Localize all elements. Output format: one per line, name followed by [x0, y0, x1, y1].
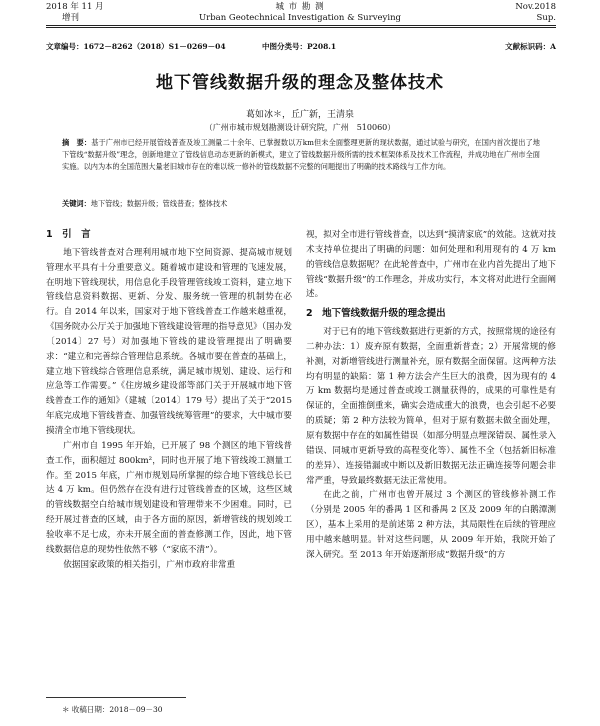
section-1-paragraph-3: 依据国家政策的相关指引，广州市政府非常重 [63, 559, 236, 570]
abstract-text: 基于广州市已经开展管线普查及竣工测量二十余年、已掌握数以万km但未全面整理更新的现状数据，通过试验与研究，在国内首次提出了地下管线“数据升级”理念，创新地建立了管线信息动态更新的新模式，建立了管线数据升级所需的技术框架体系及技术工作流程，并成功地在广州市全面实施。以内为本的全国范围大量老旧城市存在的难以统一修补的管线数据不完整的问题提出了明确的技术路线与工作方向。 [62, 138, 540, 172]
section-1-paragraph-2: 广州市自 1995 年开始，已开展了 98 个测区的地下管线普查工作，面积超过 800km²，同时也开展了地下管线竣工测量工作。至 2015 年底，广州市规划局所掌握的综合地下管线总长已达 4 万 km。但仍然存在没有进行过管线普查的区域，这些区域的管线数据空白给城市规划建设和管理带来不少困难。同时，已经开展过普查的区域，由于各方面的原因，新增管线的规划竣工验收率不足七成，亦未开展全面的普查修测工作，因此，地下管线数据信息的现势性依然不够（“家底不清”）。 [46, 440, 292, 555]
header-journal-en: Urban Geotechnical Investigation & Surveying [199, 13, 401, 23]
document-code: 文献标识码：A [505, 42, 556, 51]
header-rule-2 [46, 27, 556, 28]
footnote-received-date: ＊ 收稿日期：2018－09－30 [62, 705, 163, 714]
article-number: 文章编号：1672－8262（2018）S1－0269－04 [46, 42, 226, 51]
section-2-heading: 2 地下管线数据升级的理念提出 [306, 308, 446, 320]
footnote-rule [46, 697, 186, 698]
clc-number: 中图分类号：P208.1 [262, 42, 337, 51]
header-rule [46, 25, 556, 26]
header-date-en: Nov.2018 [515, 2, 556, 12]
header-journal-cn: 城 市 勘 测 [275, 2, 325, 12]
abstract [62, 137, 540, 174]
paper-title: 地下管线数据升级的理念及整体技术 [156, 73, 444, 93]
abstract-label: 摘 要： [62, 138, 92, 147]
section-2-paragraph-2: 在此之前，广州市也曾开展过 3 个测区的管线修补测工作（分别是 2005 年的番禺 1 区和番禺 2 区及 2009 年的白鹅潭测区），基本上采用的是前述第 2 种方法，其局限性在后续的管理应用中越来越明显。针对这些问题，从 2009 年开始，我院开始了深入研究。至 2013 年开始逐渐形成“数据升级”的方 [306, 490, 556, 560]
keywords-label: 关键词： [62, 199, 91, 208]
section-2-paragraph-1: 对于已有的地下管线数据进行更新的方式，按照常规的途径有二种办法：1）废弃原有数据，全面重新普查；2）开展常规的修补测，对新增管线进行测量补充，原有数据全面保留。这两种方法均有明显的缺陷：第 1 种方法会产生巨大的浪费，因为现有的 4 万 km 数据均是通过普查或竣工测量获得的，成果的可靠性是有保证的，全面推倒重来，确实会造成重大的浪费，也会引起不必要的质疑；第 2 种方法较为简单，但对于原有数据未做全面处理，原有数据中存在的如属性错误（如部分明显点埋深错误、属性录入错误、同城市更新导致的高程变化等）、属性不全（包括新旧标准的差异）、连接错漏或中断以及新旧数据无法正确连接等问题会非常严重，导致最终数据无法正常使用。 [306, 327, 556, 486]
section-1-paragraph-1: 地下管线普查对合理利用城市地下空间资源、提高城市规划管理水平具有十分重要意义。随着城市建设和管理的飞速发展，在明地下管线现状，用信息化手段管理管线竣工资料，建立地下管线信息资料数据、更新、分发、服务统一管理的机制势在必行。自 2014 年以来，国家对于地下管线普查工作越来越重视，《国务院办公厅关于加强地下管线建设管理的指导意见》（国办发〔2014〕27 号）对加强地下管线的建设管理提出了明确要求：“建立和完善综合管理信息系统。各城市要在普查的基础上，建立地下管线综合管理信息系统，满足城市规划、建设、运行和应急等工作需要。”《住房城乡建设部等部门关于开展城市地下管线普查工作的通知》（建城〔2014〕179 号）提出了关于“2015 年底完成地下管线普查、加强管线统筹管理”的要求，大中城市要摸清全市地下管线现状。 [46, 247, 292, 436]
paper-authors: 葛如冰＊，丘广新，王清泉 [245, 110, 354, 120]
keywords-text: 地下管线；数据升级；管线普查；整体技术 [90, 199, 228, 208]
section-1-continuation: 视，拟对全市进行管线普查，以达到“摸清家底”的效能。这就对技术支持单位提出了明确的问题：如何处理和利用现有的 4 万 km 的管线信息数据呢？在此轮普查中，广州市在业内首先提出了地下管线“数据升级”的工作理念，并成功实行，本文将对此进行全面阐述。 [306, 230, 556, 300]
paper-affiliation: （广州市城市规划勘测设计研究院，广州 510060） [204, 123, 396, 132]
keywords [62, 198, 540, 209]
header-issue: 增刊 [62, 13, 80, 23]
section-1-heading: 1 引 言 [46, 229, 91, 240]
header-year-month: 2018 年 11 月 [46, 2, 104, 12]
header-supp: Sup. [536, 13, 556, 23]
right-column [306, 228, 556, 563]
left-column [46, 228, 292, 572]
